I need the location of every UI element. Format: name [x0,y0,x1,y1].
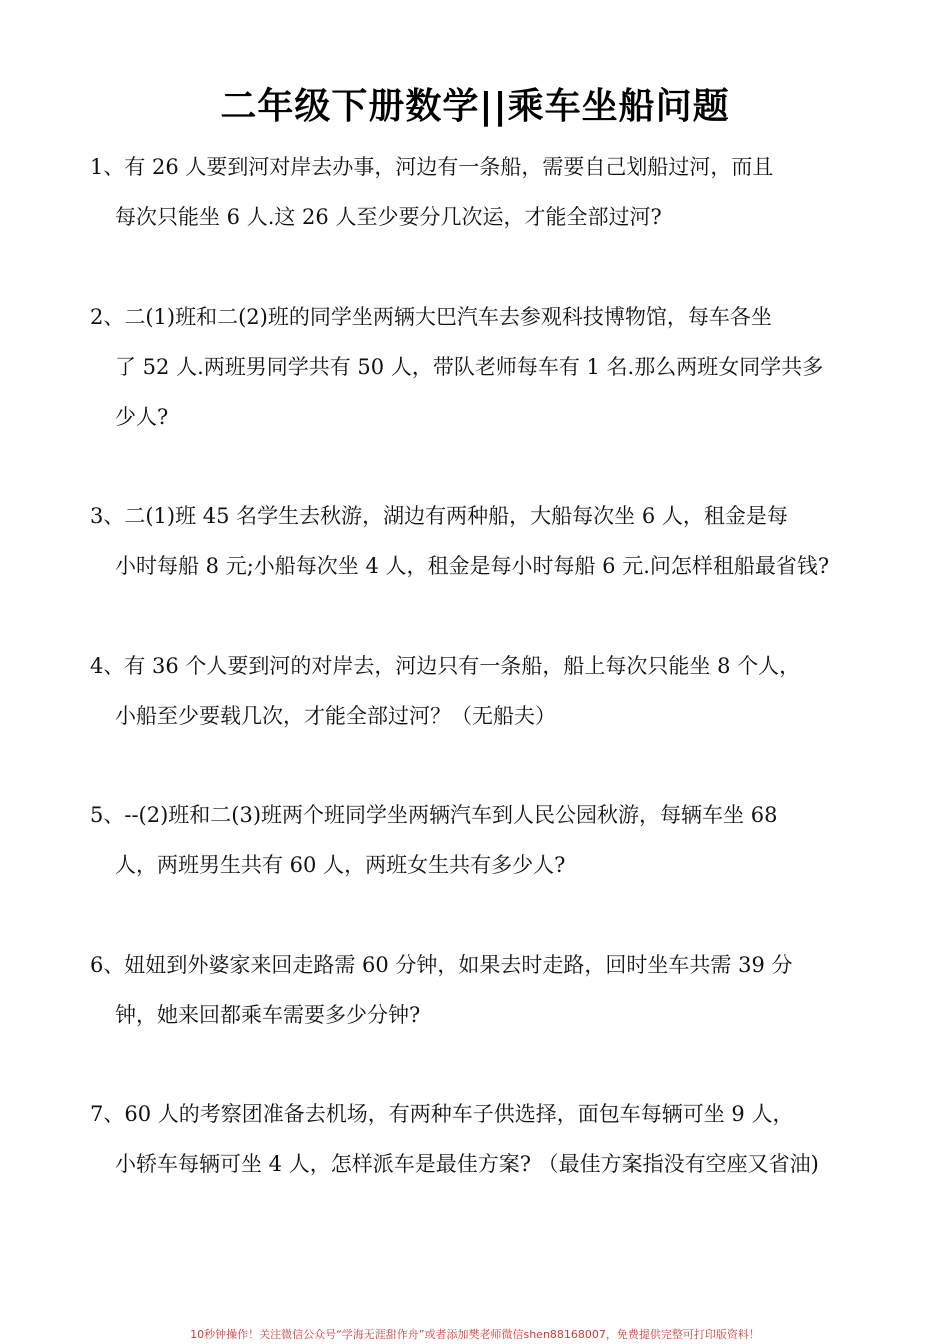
question-line: 了 52 人.两班男同学共有 50 人，带队老师每车有 1 名.那么两班女同学共多 [115,355,824,379]
question-line: 6、妞妞到外婆家来回走路需 60 分钟，如果去时走路，回时坐车共需 39 分 [90,953,793,977]
question-line: 小船至少要载几次，才能全部过河？（无船夫） [115,704,556,728]
question-line: 7、60 人的考察团准备去机场，有两种车子供选择，面包车每辆可坐 9 人， [90,1102,794,1126]
question-line: 3、二(1)班 45 名学生去秋游，湖边有两种船，大船每次坐 6 人，租金是每 [90,504,788,528]
question-line: 小时每船 8 元;小船每次坐 4 人，租金是每小时每船 6 元.问怎样租船最省钱? [115,554,830,578]
question-line: 少人? [115,405,169,429]
question-line: 钟，她来回都乘车需要多少分钟? [115,1003,421,1027]
question-line: 每次只能坐 6 人.这 26 人至少要分几次运，才能全部过河? [115,205,662,229]
question-line: 5、--(2)班和二(3)班两个班同学坐两辆汽车到人民公园秋游，每辆车坐 68 [90,803,778,827]
question-line: 1、有 26 人要到河对岸去办事，河边有一条船，需要自己划船过河，而且 [90,155,774,179]
page-title: 二年级下册数学||乘车坐船问题 [220,86,730,127]
question-line: 小轿车每辆可坐 4 人，怎样派车是最佳方案? （最佳方案指没有空座又省油) [115,1152,819,1176]
question-line: 人，两班男生共有 60 人，两班女生共有多少人? [115,853,566,877]
question-line: 2、二(1)班和二(2)班的同学坐两辆大巴汽车去参观科技博物馆，每车各坐 [90,305,772,329]
footer-notice: 10秒钟操作！关注微信公众号“学海无涯甜作舟”或者添加樊老师微信shen88168007，免费提供完整可打印版资料！ [190,1328,760,1341]
question-line: 4、有 36 个人要到河的对岸去，河边只有一条船，船上每次只能坐 8 个人， [90,654,801,678]
